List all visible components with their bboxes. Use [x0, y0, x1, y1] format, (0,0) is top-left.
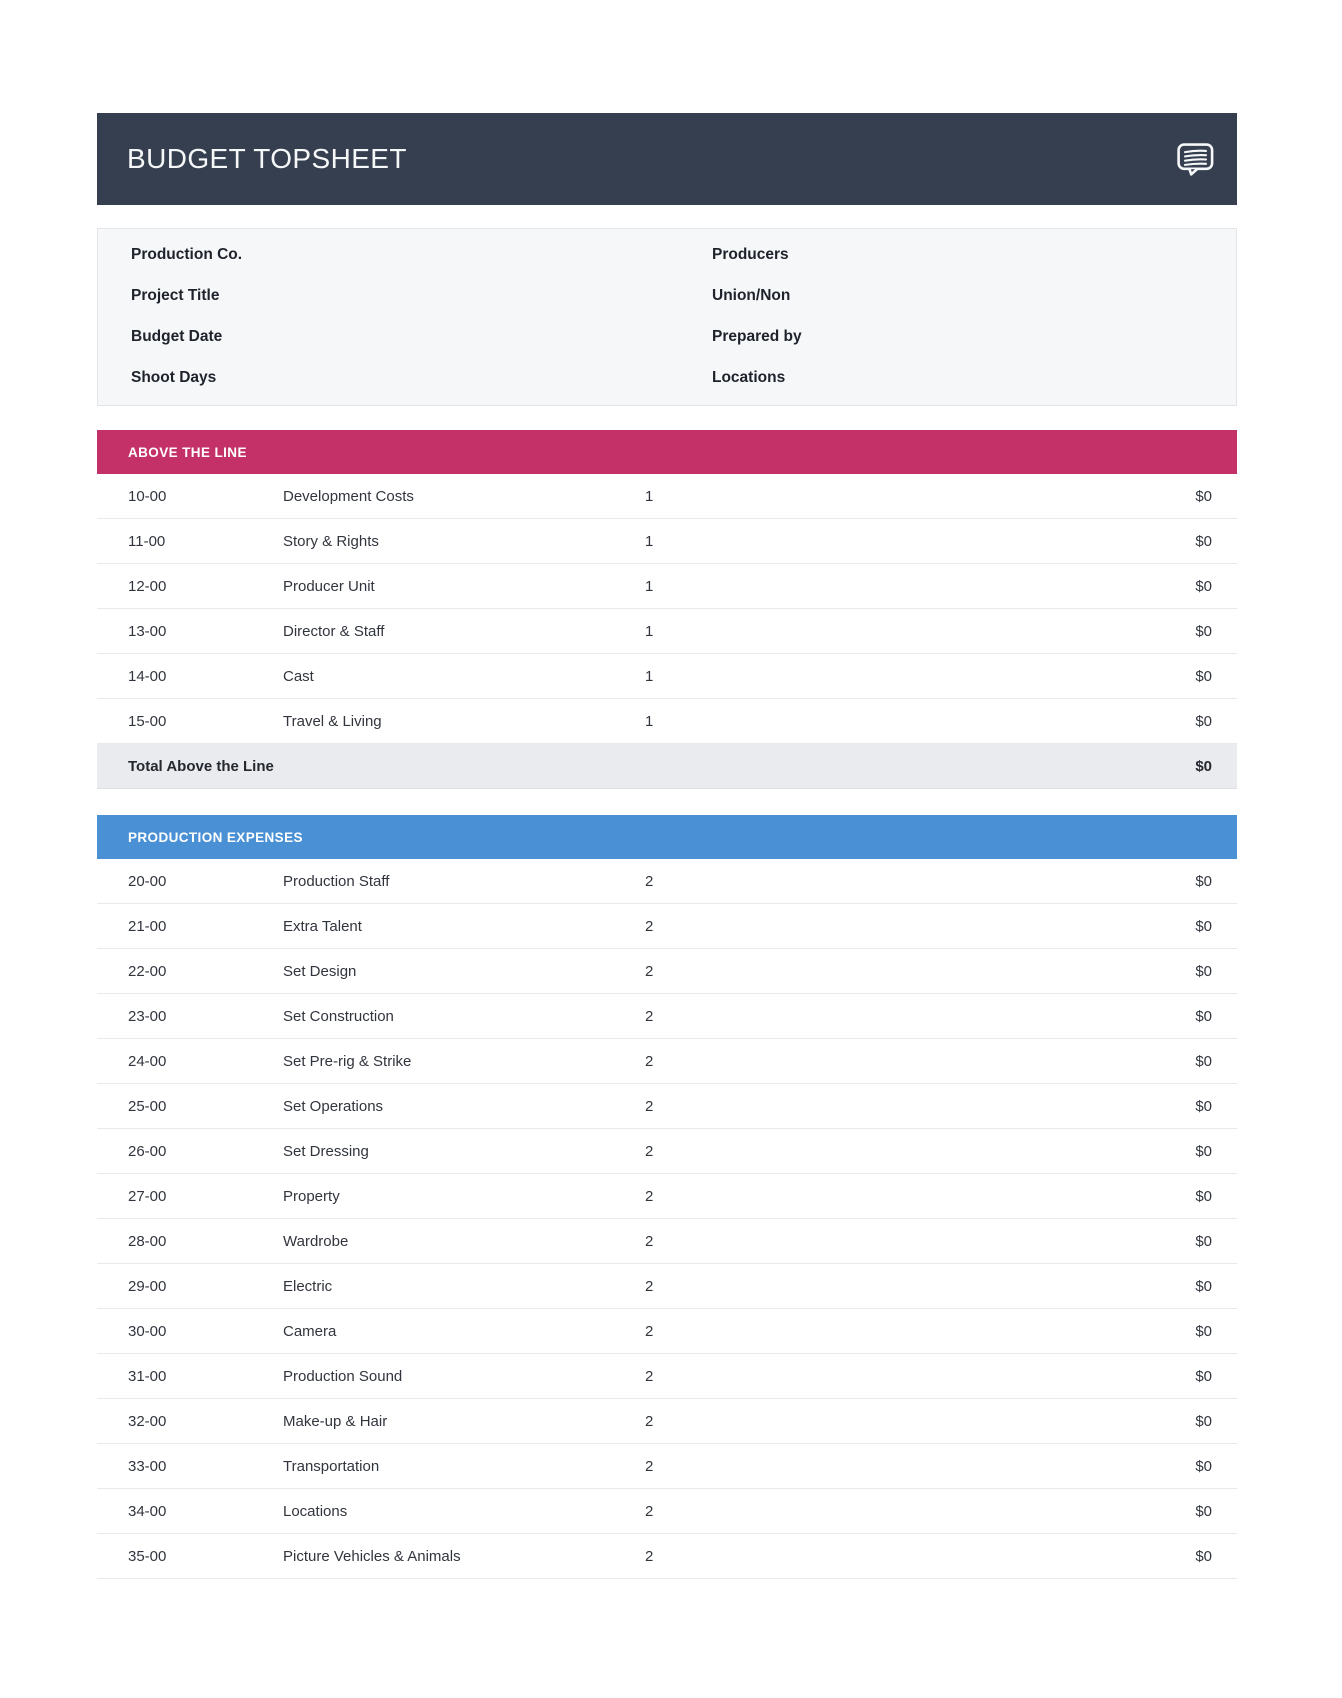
row-code: 12-00: [128, 577, 167, 595]
row-category: Travel & Living: [283, 712, 382, 730]
info-label-budget-date: Budget Date: [131, 328, 223, 345]
row-amount: $0: [1195, 1052, 1212, 1070]
table-row: [97, 949, 1237, 994]
row-code: 26-00: [128, 1142, 167, 1160]
row-amount: $0: [1195, 1547, 1212, 1565]
row-code: 35-00: [128, 1547, 167, 1565]
row-code: 25-00: [128, 1097, 167, 1115]
row-category: Cast: [283, 667, 314, 685]
row-amount: $0: [1195, 917, 1212, 935]
row-code: 32-00: [128, 1412, 167, 1430]
info-label-locations: Locations: [712, 369, 786, 386]
row-amount: $0: [1195, 1412, 1212, 1430]
row-units: 2: [645, 1277, 654, 1295]
row-units: 1: [645, 532, 654, 550]
row-units: 1: [645, 712, 654, 730]
table-row: [97, 904, 1237, 949]
row-units: 2: [645, 1142, 654, 1160]
row-code: 10-00: [128, 487, 167, 505]
row-amount: $0: [1195, 962, 1212, 980]
row-code: 30-00: [128, 1322, 167, 1340]
row-category: Set Operations: [283, 1097, 384, 1115]
section-title: ABOVE THE LINE: [128, 444, 247, 460]
row-category: Make-up & Hair: [283, 1412, 388, 1430]
page-header: [97, 113, 1237, 205]
table-row: [97, 474, 1237, 519]
table-row: [97, 1309, 1237, 1354]
row-amount: $0: [1195, 487, 1212, 505]
row-category: Camera: [283, 1322, 337, 1340]
section-production-expenses: [97, 815, 1237, 1579]
row-code: 23-00: [128, 1007, 167, 1025]
row-category: Story & Rights: [283, 532, 379, 550]
row-amount: $0: [1195, 1457, 1212, 1475]
row-category: Locations: [283, 1502, 348, 1520]
row-amount: $0: [1195, 667, 1212, 685]
row-units: 1: [645, 487, 654, 505]
production-info-panel: [97, 228, 1237, 406]
section-header-above-the-line: [97, 430, 1237, 474]
row-amount: $0: [1195, 1097, 1212, 1115]
production-expenses-rows: [97, 859, 1237, 1579]
row-category: Transportation: [283, 1457, 380, 1475]
table-row: [97, 994, 1237, 1039]
above-the-line-rows: [97, 474, 1237, 744]
row-amount: $0: [1195, 1367, 1212, 1385]
row-units: 2: [645, 1367, 654, 1385]
row-amount: $0: [1195, 872, 1212, 890]
table-row: [97, 1444, 1237, 1489]
row-category: Set Dressing: [283, 1142, 369, 1160]
total-above-the-line-row: [97, 744, 1237, 789]
row-amount: $0: [1195, 1007, 1212, 1025]
table-row: [97, 1219, 1237, 1264]
row-units: 2: [645, 1502, 654, 1520]
row-category: Set Pre-rig & Strike: [283, 1052, 412, 1070]
info-label-project-title: Project Title: [131, 287, 220, 304]
row-category: Development Costs: [283, 487, 414, 505]
row-amount: $0: [1195, 577, 1212, 595]
row-category: Production Sound: [283, 1367, 403, 1385]
row-code: 24-00: [128, 1052, 167, 1070]
row-units: 2: [645, 1052, 654, 1070]
table-row: [97, 654, 1237, 699]
row-code: 14-00: [128, 667, 167, 685]
row-units: 2: [645, 1007, 654, 1025]
row-units: 1: [645, 622, 654, 640]
row-amount: $0: [1195, 1187, 1212, 1205]
row-amount: $0: [1195, 622, 1212, 640]
row-code: 34-00: [128, 1502, 167, 1520]
row-code: 20-00: [128, 872, 167, 890]
row-category: Producer Unit: [283, 577, 375, 595]
total-amount: $0: [1195, 757, 1212, 775]
row-units: 2: [645, 1187, 654, 1205]
row-category: Extra Talent: [283, 917, 362, 935]
table-row: [97, 1174, 1237, 1219]
row-units: 2: [645, 917, 654, 935]
table-row: [97, 1489, 1237, 1534]
table-row: [97, 859, 1237, 904]
row-category: Set Design: [283, 962, 357, 980]
row-category: Director & Staff: [283, 622, 385, 640]
budget-topsheet-page: [97, 113, 1237, 1579]
row-amount: $0: [1195, 1142, 1212, 1160]
row-units: 2: [645, 1412, 654, 1430]
row-category: Production Staff: [283, 872, 390, 890]
row-units: 2: [645, 1322, 654, 1340]
row-units: 2: [645, 1232, 654, 1250]
row-code: 31-00: [128, 1367, 167, 1385]
row-category: Electric: [283, 1277, 333, 1295]
row-units: 1: [645, 577, 654, 595]
row-code: 11-00: [128, 532, 166, 550]
info-label-prepared-by: Prepared by: [712, 328, 802, 345]
table-row: [97, 1129, 1237, 1174]
row-amount: $0: [1195, 1277, 1212, 1295]
table-row: [97, 1354, 1237, 1399]
row-code: 15-00: [128, 712, 167, 730]
info-column-left: [131, 234, 712, 405]
table-row: [97, 1399, 1237, 1444]
row-amount: $0: [1195, 712, 1212, 730]
row-units: 2: [645, 1457, 654, 1475]
row-code: 33-00: [128, 1457, 167, 1475]
row-amount: $0: [1195, 1502, 1212, 1520]
row-category: Property: [283, 1187, 340, 1205]
row-units: 2: [645, 962, 654, 980]
row-category: Set Construction: [283, 1007, 394, 1025]
row-amount: $0: [1195, 1232, 1212, 1250]
table-row: [97, 699, 1237, 744]
row-category: Picture Vehicles & Animals: [283, 1547, 461, 1565]
section-header-production-expenses: [97, 815, 1237, 859]
table-row: [97, 609, 1237, 654]
info-label-production-co: Production Co.: [131, 246, 243, 263]
info-label-union-non: Union/Non: [712, 287, 791, 304]
table-row: [97, 1534, 1237, 1579]
section-above-the-line: [97, 430, 1237, 789]
section-title: PRODUCTION EXPENSES: [128, 829, 303, 845]
total-label: Total Above the Line: [128, 757, 274, 775]
row-code: 22-00: [128, 962, 167, 980]
row-units: 2: [645, 872, 654, 890]
table-row: [97, 564, 1237, 609]
row-category: Wardrobe: [283, 1232, 349, 1250]
comment-bubble-icon[interactable]: [1177, 143, 1214, 176]
row-units: 1: [645, 667, 654, 685]
row-units: 2: [645, 1547, 654, 1565]
row-code: 27-00: [128, 1187, 167, 1205]
page-title: BUDGET TOPSHEET: [127, 143, 407, 174]
row-units: 2: [645, 1097, 654, 1115]
table-row: [97, 519, 1237, 564]
row-code: 29-00: [128, 1277, 167, 1295]
info-label-shoot-days: Shoot Days: [131, 369, 217, 386]
row-code: 28-00: [128, 1232, 167, 1250]
row-code: 21-00: [128, 917, 167, 935]
info-label-producers: Producers: [712, 246, 789, 263]
row-amount: $0: [1195, 532, 1212, 550]
row-amount: $0: [1195, 1322, 1212, 1340]
table-row: [97, 1084, 1237, 1129]
row-code: 13-00: [128, 622, 167, 640]
table-row: [97, 1264, 1237, 1309]
info-column-right: [712, 234, 802, 405]
table-row: [97, 1039, 1237, 1084]
